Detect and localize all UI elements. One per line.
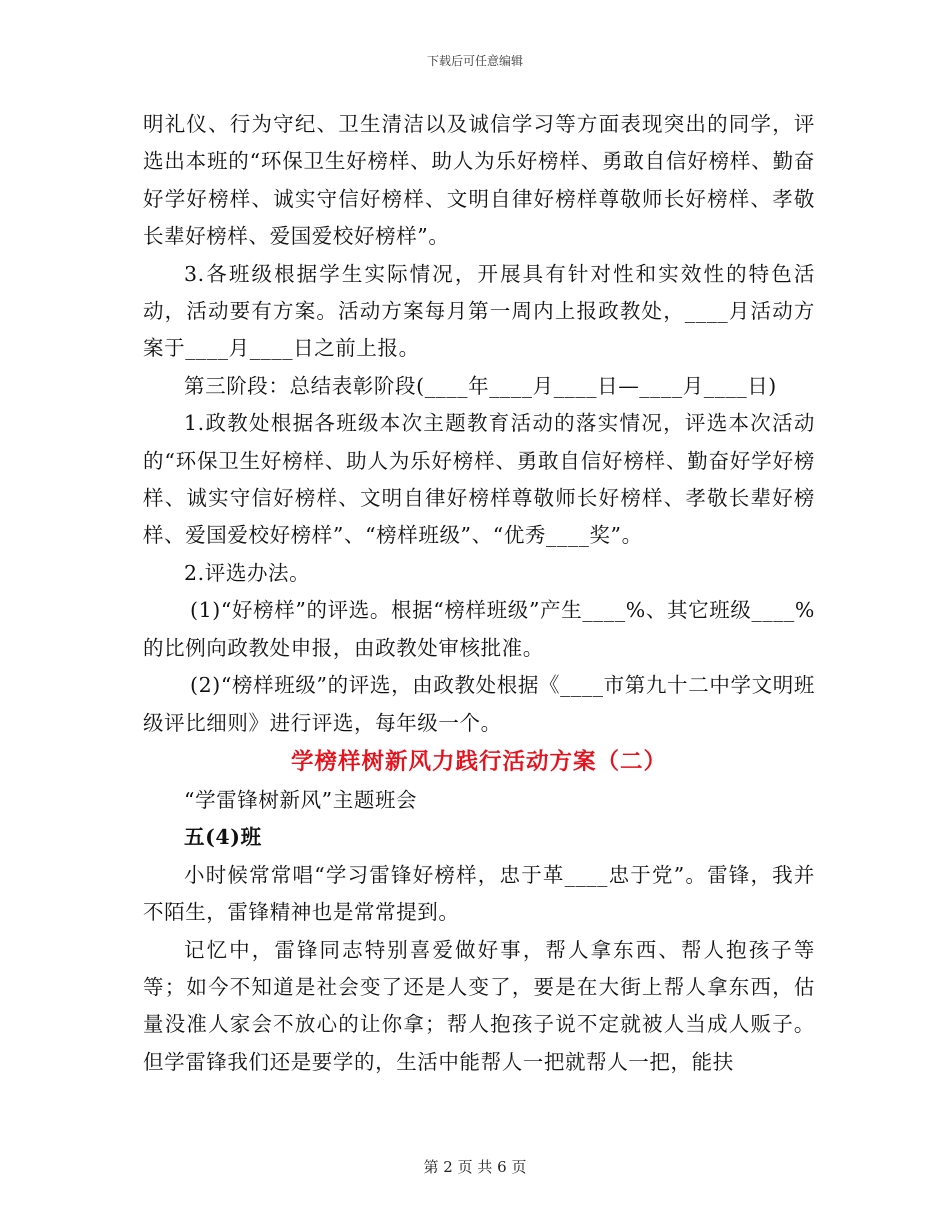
- document-body: [143, 106, 815, 1081]
- paragraph-item-3: 3.各班级根据学生实际情况，开展具有针对性和实效性的特色活动，活动要有方案。活动方案每月第一周内上报政教处，____月活动方案于____月____日之前上报。: [143, 261, 815, 361]
- paragraph-sub-2: (2)“榜样班级”的评选，由政教处根据《____市第九十二中学文明班级评比细则》进行评选，每年级一个。: [143, 673, 815, 735]
- paragraph-item-1: 1.政教处根据各班级本次主题教育活动的落实情况，评选本次活动的“环保卫生好榜样、助人为乐好榜样、勇敢自信好榜样、勤奋好学好榜样、诚实守信好榜样、文明自律好榜样尊敬师长好榜样、孝敬长辈好榜样、爱国爱校好榜样”、“榜样班级”、“优秀____奖”。: [143, 411, 815, 548]
- body-paragraph: 小时候常常唱“学习雷锋好榜样，忠于革____忠于党”。雷锋，我并不陌生，雷锋精神也是常常提到。: [143, 862, 815, 925]
- section-title: 学榜样树新风力践行活动方案（二）: [290, 748, 667, 775]
- page-header: 下载后可任意编辑: [426, 54, 523, 68]
- page-footer: 第 2 页 共 6 页: [423, 1158, 527, 1176]
- body-paragraph: 记忆中，雷锋同志特别喜爱做好事，帮人拿东西、帮人抱孩子等等；如今不知道是社会变了还是人变了，要是在大街上帮人拿东西，估量没准人家会不放心的让你拿；帮人抱孩子说不定就被人当成人贩子。但学雷锋我们还是要学的，生活中能帮人一把就帮人一把，能扶: [143, 937, 815, 1074]
- paragraph-sub-1: (1)“好榜样”的评选。根据“榜样班级”产生____%、其它班级____%的比例向政教处申报，由政教处审核批准。: [143, 598, 815, 660]
- paragraph-continuation: 明礼仪、行为守纪、卫生清洁以及诚信学习等方面表现突出的同学，评选出本班的“环保卫生好榜样、助人为乐好榜样、勇敢自信好榜样、勤奋好学好榜样、诚实守信好榜样、文明自律好榜样尊敬师长好榜样、孝敬长辈好榜样、爱国爱校好榜样”。: [143, 112, 815, 249]
- class-name: 五(4)班: [184, 825, 262, 850]
- paragraph-item-2: 2.评选办法。: [184, 560, 311, 585]
- subheading: “学雷锋树新风”主题班会: [184, 787, 418, 812]
- paragraph-stage-three: 第三阶段：总结表彰阶段(____年____月____日—____月____日): [184, 373, 777, 398]
